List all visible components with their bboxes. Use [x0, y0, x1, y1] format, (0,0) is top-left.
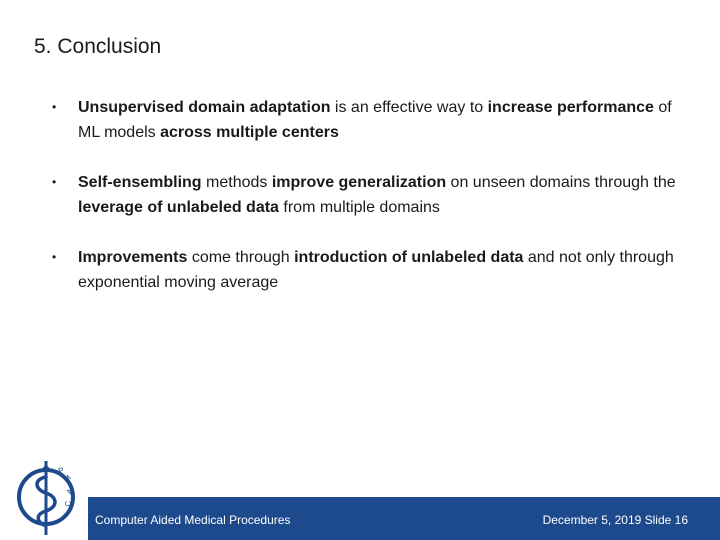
footer-date-slide: December 5, 2019 Slide 16: [542, 513, 688, 527]
bullet-marker: •: [52, 100, 57, 114]
bullet-text-segment: from multiple domains: [278, 199, 440, 216]
bullet-text-segment: increase performance: [487, 99, 654, 116]
bullet-text-segment: methods: [201, 174, 272, 191]
bullet-text-segment: on unseen domains through the: [446, 174, 676, 191]
bullet-text-segment: Improvements: [78, 249, 188, 266]
bullet-text-segment: Self-ensembling: [78, 174, 202, 191]
bullet-item: [52, 245, 682, 295]
bullet-text-segment: of ML models: [78, 99, 672, 141]
bullet-text-segment: leverage of unlabeled data: [78, 199, 279, 216]
logo-letter: C: [63, 500, 73, 508]
bullet-marker: •: [52, 175, 57, 189]
camp-logo-icon: [16, 455, 88, 540]
bullet-item: [52, 95, 682, 145]
bullet-list: [52, 95, 682, 295]
footer-institution: Computer Aided Medical Procedures: [95, 513, 291, 527]
bullet-item: [52, 170, 682, 220]
bullet-text-segment: come through: [187, 249, 295, 266]
logo-letter: M: [62, 473, 74, 485]
bullet-text-segment: improve generalization: [271, 174, 447, 191]
logo-letter: A: [64, 487, 76, 496]
bullet-text-segment: is an effective way to: [330, 99, 488, 116]
logo-letter: P: [57, 465, 66, 476]
bullet-text-segment: across multiple centers: [160, 124, 339, 141]
bullet-text-segment: and not only through exponential moving average: [78, 249, 674, 291]
bullet-marker: •: [52, 250, 57, 264]
bullet-text-segment: introduction of unlabeled data: [294, 249, 524, 266]
slide-title: 5. Conclusion: [34, 35, 162, 58]
bullet-text-segment: Unsupervised domain adaptation: [78, 99, 331, 116]
